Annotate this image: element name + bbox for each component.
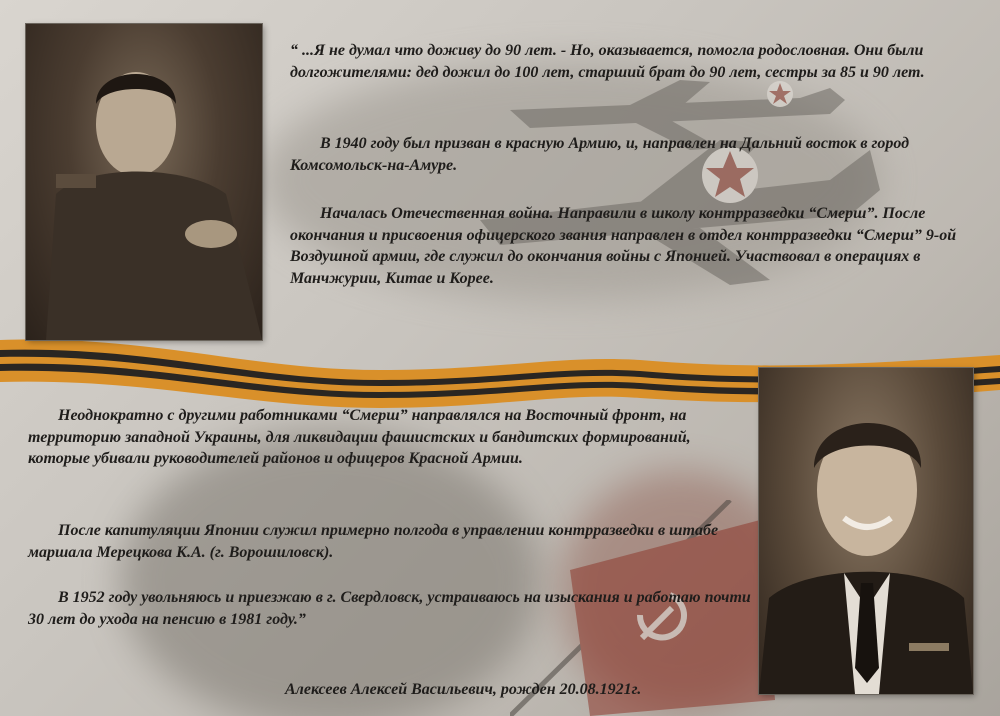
- portrait-young: [26, 24, 262, 340]
- paragraph-army-call: В 1940 году был призван в красную Армию, и, направлен на Дальний восток в город Комсомольск-на-Амуре.: [290, 135, 910, 174]
- paragraph-war-service: Началась Отечественная война. Направили в школу контрразведки “Смерш”. После окончания и присвоения офицерского звания направлен в отдел контрразведки “Смерш” 9-ой Воздушной армии, где служил до окончания войны с Японией. Участвовал в операциях в Манчжурии, Китае и Корее.: [290, 205, 957, 287]
- paragraph-post-japan: После капитуляции Японии служил примерно полгода в управлении контрразведки в штабе маршала Мерецкова К.А. (г. Ворошиловск).: [28, 522, 719, 561]
- paragraph-front-missions: Неоднократно с другими работниками “Смерш” направлялся на Восточный фронт, на территорию западной Украины, для ликвидации фашистских и бандитских формирований, которые убивали руководителей районов и офицеров Красной Армии.: [28, 407, 691, 467]
- portrait-old: [759, 368, 973, 694]
- background-haze: [120, 430, 540, 716]
- paragraph-sverdlovsk: В 1952 году увольняюсь и приезжаю в г. Свердловск, устраиваюсь на изыскания и работаю почти 30 лет до ухода на пенсию в 1981 году.”: [28, 589, 751, 628]
- red-star-icon: [767, 81, 793, 107]
- quote-opening: “ ...Я не думал что доживу до 90 лет. - Но, оказывается, помогла родословная. Они были долгожителями: дед дожил до 100 лет, старший брат до 90 лет, сестры за 85 и 90 лет.: [290, 42, 925, 81]
- signature-caption: Алексеев Алексей Васильевич, рожден 20.08.1921г.: [285, 681, 642, 698]
